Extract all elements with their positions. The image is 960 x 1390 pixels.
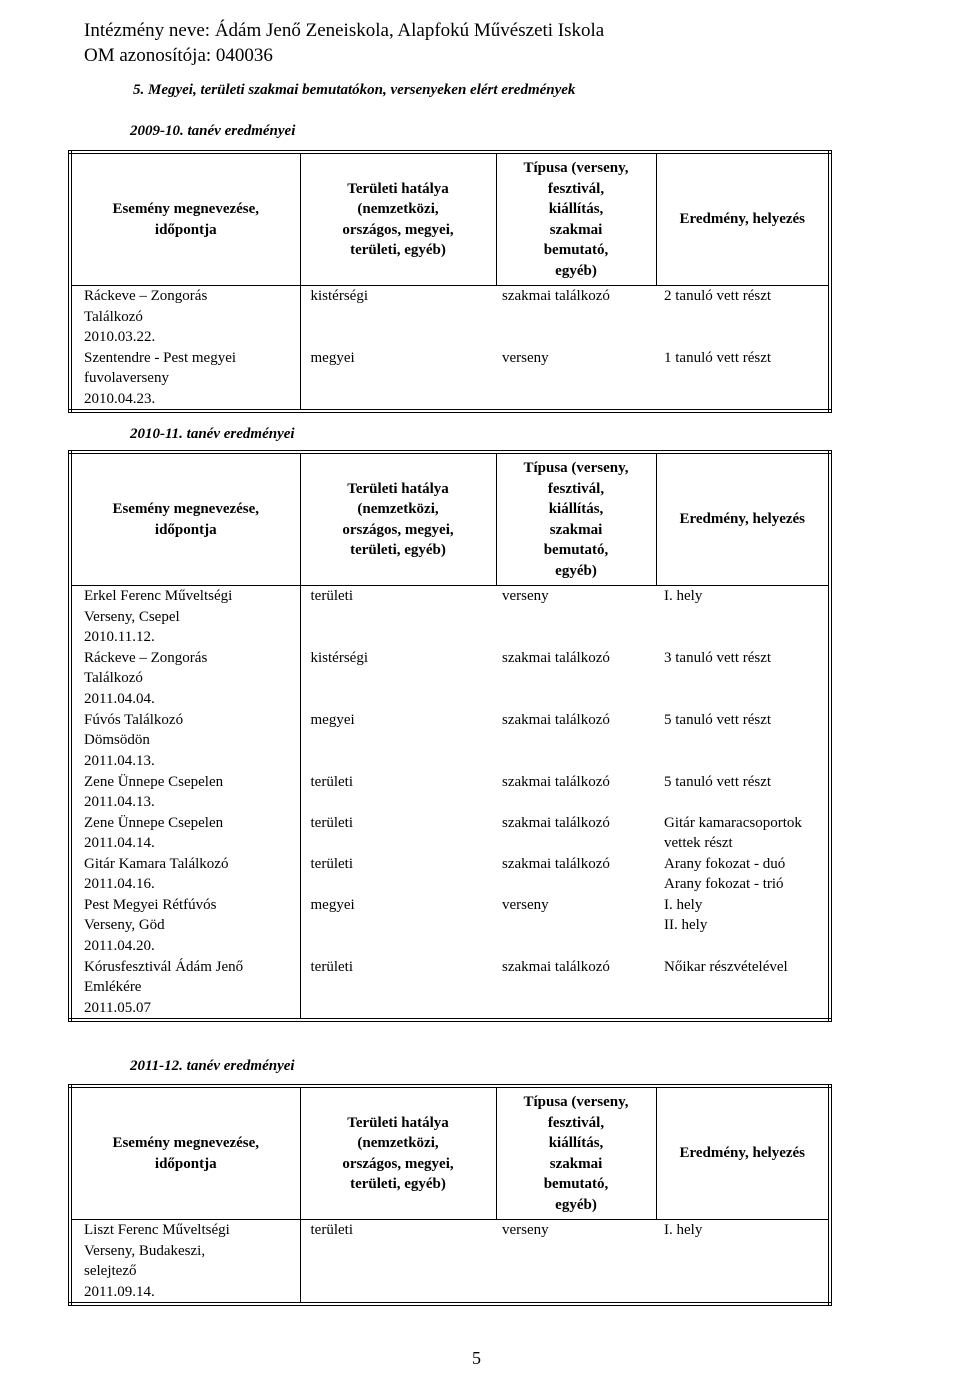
event-cell: Fúvós Találkozó Dömsödön 2011.04.13. xyxy=(70,710,300,772)
year-title-2009-10: 2009-10. tanév eredményei xyxy=(130,123,296,139)
table-row xyxy=(70,854,830,895)
result-cell: 5 tanuló vett részt xyxy=(664,773,772,790)
type-cell: szakmai találkozó xyxy=(502,649,610,666)
col-header-scope: Területi hatálya (nemzetközi, országos, megyei, területi, egyéb) xyxy=(300,452,496,586)
event-cell: Zene Ünnepe Csepelen 2011.04.14. xyxy=(70,813,300,854)
col-header-type: Típusa (verseny, fesztivál, kiállítás, szakmai bemutató, egyéb) xyxy=(496,452,656,586)
type-cell: verseny xyxy=(502,896,549,913)
type-cell: verseny xyxy=(502,1222,549,1238)
type-cell: szakmai találkozó xyxy=(502,814,610,831)
type-cell: szakmai találkozó xyxy=(502,711,610,728)
col-header-event: Esemény megnevezése, időpontja xyxy=(70,1086,300,1220)
year-title-2010-11: 2010-11. tanév eredményei xyxy=(130,426,295,442)
scope-cell: megyei xyxy=(310,896,355,913)
table-row xyxy=(70,957,830,1021)
scope-cell: kistérségi xyxy=(310,649,368,666)
scope-cell: területi xyxy=(310,588,353,604)
result-cell: 3 tanuló vett részt xyxy=(664,649,772,666)
scope-cell: területi xyxy=(310,1222,353,1238)
type-cell: verseny xyxy=(502,588,549,604)
table-row xyxy=(70,286,830,348)
type-cell: szakmai találkozó xyxy=(502,958,610,975)
event-cell: Liszt Ferenc Műveltségi Verseny, Budakeszi, selejtező 2011.09.14. xyxy=(70,1220,300,1305)
table-row xyxy=(70,772,830,813)
result-cell: I. hely xyxy=(664,588,703,604)
event-cell: Erkel Ferenc Műveltségi Verseny, Csepel 2010.11.12. xyxy=(70,586,300,648)
scope-cell: területi xyxy=(310,773,353,790)
col-header-event: Esemény megnevezése, időpontja xyxy=(70,152,300,286)
table-row xyxy=(70,648,830,710)
result-cell: I. hely xyxy=(664,1222,703,1238)
section-title: 5. Megyei, területi szakmai bemutatókon, versenyeken elért eredmények xyxy=(133,82,576,98)
result-cell: Gitár kamaracsoportok vettek részt xyxy=(664,814,802,851)
scope-cell: területi xyxy=(310,958,353,975)
result-cell: Arany fokozat - duó Arany fokozat - trió xyxy=(664,855,786,892)
scope-cell: kistérségi xyxy=(310,288,368,304)
table-row xyxy=(70,895,830,957)
table-row xyxy=(70,813,830,854)
scope-cell: területi xyxy=(310,855,353,872)
type-cell: szakmai találkozó xyxy=(502,288,610,304)
col-header-scope: Területi hatálya (nemzetközi, országos, megyei, területi, egyéb) xyxy=(300,152,496,286)
result-cell: Nőikar részvételével xyxy=(664,958,788,975)
page-number: 5 xyxy=(472,1348,481,1368)
table-row xyxy=(70,348,830,412)
type-cell: verseny xyxy=(502,349,549,366)
event-cell: Szentendre - Pest megyei fuvolaverseny 2010.04.23. xyxy=(70,348,300,412)
col-header-result: Eredmény, helyezés xyxy=(656,152,830,286)
col-header-type: Típusa (verseny, fesztivál, kiállítás, szakmai bemutató, egyéb) xyxy=(496,152,656,286)
col-header-result: Eredmény, helyezés xyxy=(656,1086,830,1220)
type-cell: szakmai találkozó xyxy=(502,773,610,790)
scope-cell: területi xyxy=(310,814,353,831)
type-cell: szakmai találkozó xyxy=(502,855,610,872)
result-cell: 1 tanuló vett részt xyxy=(664,349,772,366)
table-row xyxy=(70,710,830,772)
table-row xyxy=(70,586,830,648)
om-id: OM azonosítója: 040036 xyxy=(84,45,273,66)
col-header-event: Esemény megnevezése, időpontja xyxy=(70,452,300,586)
results-table-2009-10 xyxy=(68,150,832,413)
results-table-2010-11 xyxy=(68,450,832,1022)
results-table-2011-12 xyxy=(68,1084,832,1306)
event-cell: Ráckeve – Zongorás Találkozó 2010.03.22. xyxy=(70,286,300,348)
year-title-2011-12: 2011-12. tanév eredményei xyxy=(130,1058,295,1074)
result-cell: I. hely II. hely xyxy=(664,896,708,933)
result-cell: 2 tanuló vett részt xyxy=(664,288,772,304)
col-header-scope: Területi hatálya (nemzetközi, országos, megyei, területi, egyéb) xyxy=(300,1086,496,1220)
scope-cell: megyei xyxy=(310,349,355,366)
scope-cell: megyei xyxy=(310,711,355,728)
col-header-type: Típusa (verseny, fesztivál, kiállítás, szakmai bemutató, egyéb) xyxy=(496,1086,656,1220)
event-cell: Kórusfesztivál Ádám Jenő Emlékére 2011.05.07 xyxy=(70,957,300,1021)
col-header-result: Eredmény, helyezés xyxy=(656,452,830,586)
event-cell: Gitár Kamara Találkozó 2011.04.16. xyxy=(70,854,300,895)
event-cell: Pest Megyei Rétfúvós Verseny, Göd 2011.04.20. xyxy=(70,895,300,957)
event-cell: Zene Ünnepe Csepelen 2011.04.13. xyxy=(70,772,300,813)
table-row xyxy=(70,1220,830,1305)
result-cell: 5 tanuló vett részt xyxy=(664,711,772,728)
institution-name: Intézmény neve: Ádám Jenő Zeneiskola, Alapfokú Művészeti Iskola xyxy=(84,20,605,41)
event-cell: Ráckeve – Zongorás Találkozó 2011.04.04. xyxy=(70,648,300,710)
